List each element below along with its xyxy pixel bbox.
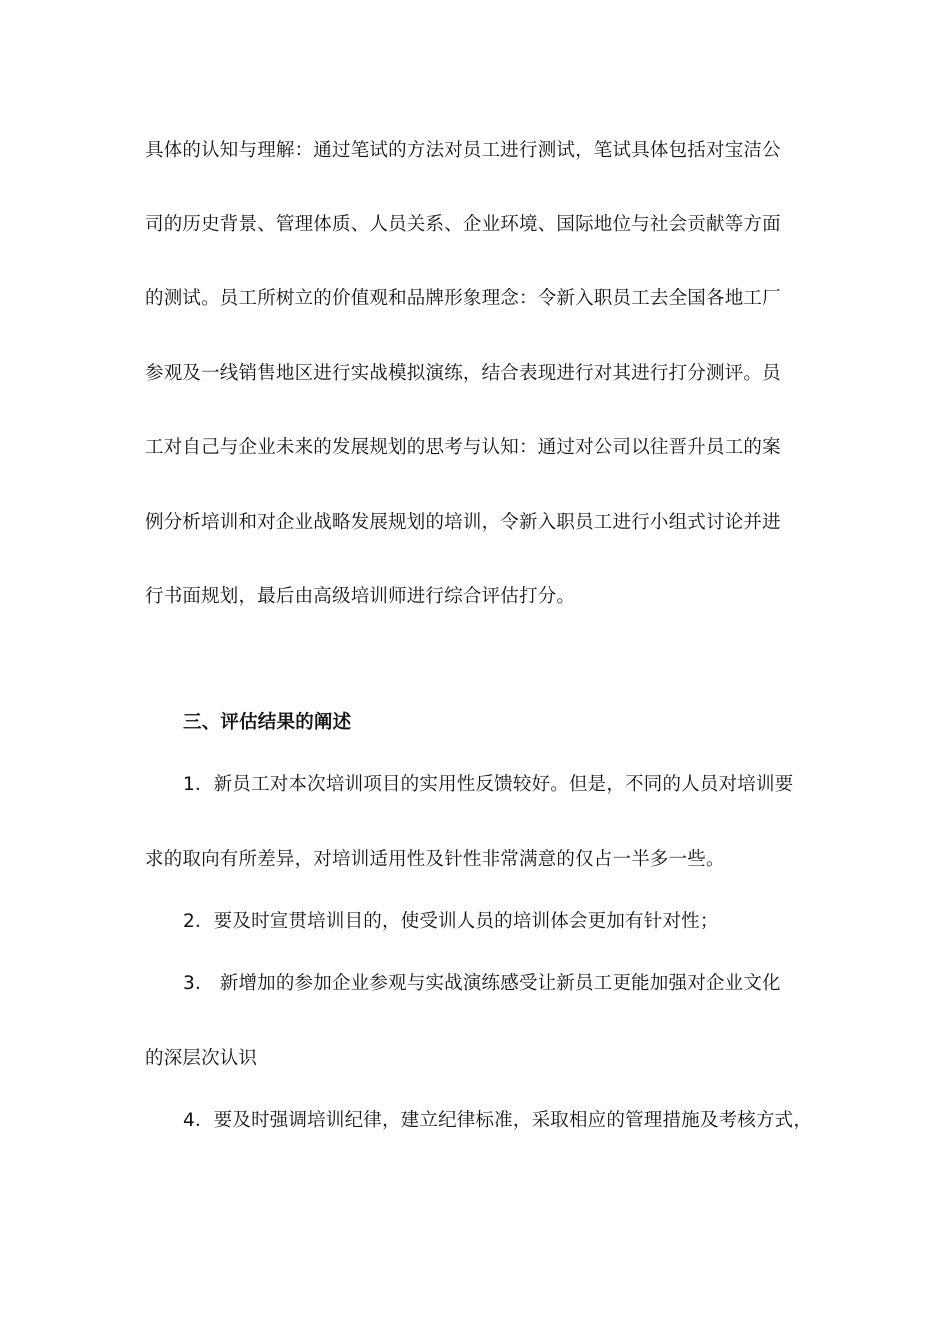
- paragraph-line: 具体的认知与理解：通过笔试的方法对员工进行测试，笔试具体包括对宝洁公: [145, 140, 781, 161]
- list-item-3-line-2: 的深层次认识: [145, 1048, 258, 1069]
- list-item-2: 2．要及时宣贯培训目的，使受训人员的培训体会更加有针对性；: [183, 911, 719, 932]
- list-item-1-line-1: 1．新员工对本次培训项目的实用性反馈较好。但是，不同的人员对培训要: [183, 774, 794, 795]
- paragraph-line: 行书面规划，最后由高级培训师进行综合评估打分。: [145, 586, 576, 607]
- paragraph-line: 的测试。员工所树立的价值观和品牌形象理念：令新入职员工去全国各地工厂: [145, 288, 781, 309]
- paragraph-line: 参观及一线销售地区进行实战模拟演练，结合表现进行对其进行打分测评。员: [145, 363, 781, 384]
- section-heading: 三、评估结果的阐述: [183, 712, 352, 733]
- list-item-1-line-2: 求的取向有所差异，对培训适用性及针性非常满意的仅占一半多一些。: [145, 849, 725, 870]
- paragraph-line: 司的历史背景、管理体质、人员关系、企业环境、国际地位与社会贡献等方面: [145, 214, 781, 235]
- list-item-3-line-1: 3． 新增加的参加企业参观与实战演练感受让新员工更能加强对企业文化: [183, 973, 781, 994]
- paragraph-line: 例分析培训和对企业战略发展规划的培训，令新入职员工进行小组式讨论并进: [145, 512, 781, 533]
- paragraph-line: 工对自己与企业未来的发展规划的思考与认知：通过对公司以往晋升员工的案: [145, 437, 781, 458]
- list-item-4: 4．要及时强调培训纪律，建立纪律标准，采取相应的管理措施及考核方式，: [183, 1110, 813, 1131]
